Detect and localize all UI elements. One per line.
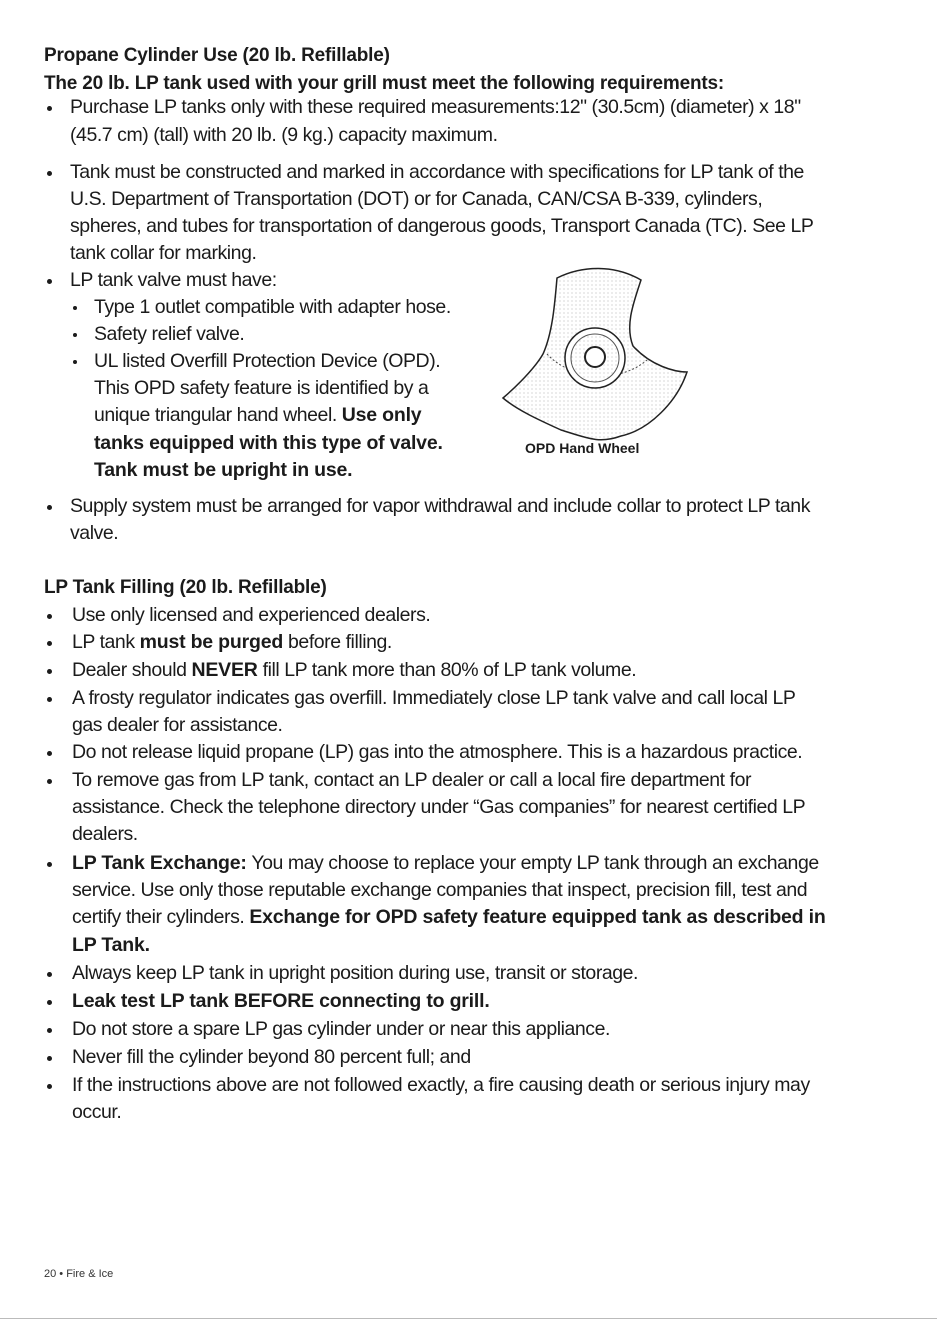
bullet-dot: [47, 779, 52, 784]
sub-bullet-dot: [73, 306, 77, 310]
requirements-subheading: The 20 lb. LP tank used with your grill must meet the following requirements:: [44, 73, 724, 94]
sub-bullet-text: [94, 402, 421, 429]
figure-caption: OPD Hand Wheel: [525, 440, 640, 456]
bullet-dot: [47, 1028, 52, 1033]
bullet-text: Purchase LP tanks only with these required measurements:12" (30.5cm) (diameter) x 18": [70, 96, 801, 118]
bullet-text: (45.7 cm) (tall) with 20 lb. (9 kg.) capacity maximum.: [70, 124, 498, 146]
bullet-dot: [47, 972, 52, 977]
bold-run: must be purged: [139, 631, 284, 653]
bullet-text: To remove gas from LP tank, contact an LP dealer or call a local fire department for: [72, 769, 752, 791]
bullet-text: Supply system must be arranged for vapor withdrawal and include collar to protect LP tank: [70, 495, 810, 517]
bullet-text: Do not store a spare LP gas cylinder under or near this appliance.: [72, 1018, 610, 1040]
bullet-text: [72, 904, 826, 931]
bold-warning-text: tanks equipped with this type of valve.: [94, 432, 443, 454]
bullet-text: U.S. Department of Transportation (DOT) or for Canada, CAN/CSA B-339, cylinders,: [70, 188, 763, 210]
bullet-text: A frosty regulator indicates gas overfill. Immediately close LP tank valve and call local LP: [72, 687, 796, 709]
bullet-text: valve.: [70, 522, 119, 544]
bullet-text: [72, 657, 636, 684]
text-run: fill LP tank more than 80% of LP tank volume.: [262, 659, 637, 681]
bullet-dot: [47, 1056, 52, 1061]
bullet-dot: [47, 171, 52, 176]
bullet-text: LP tank valve must have:: [70, 269, 277, 291]
bold-warning-text: Leak test LP tank BEFORE connecting to grill.: [72, 990, 490, 1012]
bullet-text: Use only licensed and experienced dealers.: [72, 604, 431, 626]
bullet-text: [72, 850, 819, 877]
bullet-dot: [47, 751, 52, 756]
bullet-text: Never fill the cylinder beyond 80 percent full; and: [72, 1046, 471, 1068]
text-run: unique triangular hand wheel.: [94, 404, 337, 426]
bold-run: NEVER: [191, 659, 258, 681]
sub-bullet-text: UL listed Overfill Protection Device (OPD).: [94, 350, 441, 372]
bold-run: Use only: [341, 404, 422, 426]
sub-bullet-text: Safety relief valve.: [94, 323, 245, 345]
bullet-text: assistance. Check the telephone directory under “Gas companies” for nearest certified LP: [72, 796, 806, 818]
page-footer: 20 • Fire & Ice: [44, 1268, 114, 1280]
bullet-text: gas dealer for assistance.: [72, 714, 283, 736]
sub-bullet-dot: [73, 360, 77, 364]
section-heading-cylinder-use: Propane Cylinder Use (20 lb. Refillable): [44, 45, 390, 66]
bullet-dot: [47, 106, 52, 111]
bullet-text: dealers.: [72, 823, 138, 845]
bullet-dot: [47, 862, 52, 867]
bullet-text: occur.: [72, 1101, 122, 1123]
bullet-dot: [47, 669, 52, 674]
text-run: before filling.: [288, 631, 392, 653]
bottom-rule: [0, 1318, 937, 1319]
opd-hand-wheel-illustration: [495, 260, 695, 465]
bold-run: LP Tank Exchange:: [72, 852, 247, 874]
bullet-dot: [47, 1000, 52, 1005]
sub-bullet-dot: [73, 333, 77, 337]
text-run: You may choose to replace your empty LP tank through an exchange: [251, 852, 819, 874]
bold-warning-text: Tank must be upright in use.: [94, 459, 353, 481]
text-run: certify their cylinders.: [72, 906, 245, 928]
bullet-text: tank collar for marking.: [70, 242, 257, 264]
text-run: LP tank: [72, 631, 135, 653]
sub-bullet-text: Type 1 outlet compatible with adapter hose.: [94, 296, 451, 318]
section-heading-tank-filling: LP Tank Filling (20 lb. Refillable): [44, 577, 327, 598]
sub-bullet-text: This OPD safety feature is identified by a: [94, 377, 429, 399]
bullet-text: Always keep LP tank in upright position during use, transit or storage.: [72, 962, 639, 984]
bullet-text: Do not release liquid propane (LP) gas into the atmosphere. This is a hazardous practice.: [72, 741, 803, 763]
bullet-dot: [47, 614, 52, 619]
bullet-dot: [47, 1084, 52, 1089]
bullet-dot: [47, 641, 52, 646]
bullet-text: [72, 629, 392, 656]
bullet-dot: [47, 697, 52, 702]
bullet-text: spheres, and tubes for transportation of dangerous goods, Transport Canada (TC). See LP: [70, 215, 814, 237]
bold-run: Exchange for OPD safety feature equipped tank as described in: [249, 906, 826, 928]
bullet-dot: [47, 279, 52, 284]
bullet-text: If the instructions above are not followed exactly, a fire causing death or serious injury may: [72, 1074, 810, 1096]
bullet-text: service. Use only those reputable exchange companies that inspect, precision fill, test and: [72, 879, 808, 901]
text-run: Dealer should: [72, 659, 187, 681]
bullet-text: Tank must be constructed and marked in accordance with specifications for LP tank of the: [70, 161, 804, 183]
bold-warning-text: LP Tank.: [72, 934, 150, 956]
bullet-dot: [47, 505, 52, 510]
